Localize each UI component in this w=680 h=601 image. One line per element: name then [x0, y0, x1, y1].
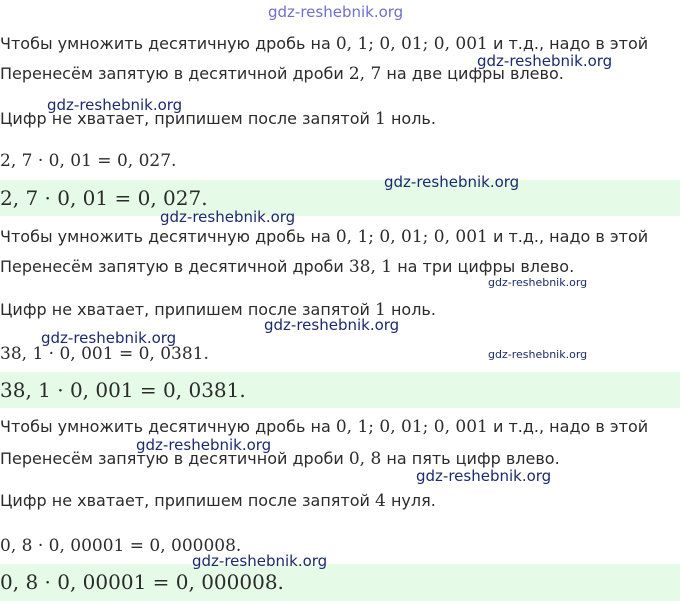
rule-numbers: 0, 1; 0, 01; 0, 001 [335, 417, 488, 437]
zeros-line [0, 490, 436, 512]
rule-text: Чтобы умножить десятичную дробь на [0, 227, 331, 246]
shift-number: 0, 8 [348, 449, 382, 469]
shift-number: 2, 7 [348, 64, 382, 84]
rule-line [0, 416, 648, 438]
equation: 38, 1 · 0, 001 = 0, 0381. [0, 344, 209, 364]
watermark: gdz-reshebnik.org [192, 552, 328, 570]
watermark: gdz-reshebnik.org [136, 436, 272, 454]
rule-text: Чтобы умножить десятичную дробь на [0, 417, 331, 436]
shift-line [0, 256, 574, 278]
watermark: gdz-reshebnik.org [41, 329, 177, 347]
answer-equation: 0, 8 · 0, 00001 = 0, 000008. [0, 570, 284, 594]
zeros-suffix: ноль. [390, 109, 436, 128]
watermark: gdz-reshebnik.org [160, 208, 296, 226]
watermark: gdz-reshebnik.org [488, 348, 588, 361]
equation: 2, 7 · 0, 01 = 0, 027. [0, 151, 177, 171]
shift-text: Перенесём запятую в десятичной дроби [0, 449, 344, 468]
rule-suffix: и т.д., надо в этой [492, 34, 649, 53]
zeros-number: 4 [375, 491, 386, 511]
rule-numbers: 0, 1; 0, 01; 0, 001 [335, 34, 488, 54]
zeros-text: Цифр не хватает, припишем после запятой [0, 491, 370, 510]
watermark: gdz-reshebnik.org [416, 467, 552, 485]
shift-number: 38, 1 [348, 257, 393, 277]
shift-text: Перенесём запятую в десятичной дроби [0, 257, 344, 276]
watermark: gdz-reshebnik.org [268, 3, 404, 21]
answer-band [0, 180, 680, 216]
answer-equation: 38, 1 · 0, 001 = 0, 0381. [0, 378, 246, 402]
zeros-suffix: ноль. [390, 300, 436, 319]
rule-numbers: 0, 1; 0, 01; 0, 001 [335, 227, 488, 247]
watermark: gdz-reshebnik.org [47, 96, 183, 114]
shift-text: Перенесём запятую в десятичной дроби [0, 64, 344, 83]
watermark: gdz-reshebnik.org [477, 52, 613, 70]
watermark: gdz-reshebnik.org [384, 173, 520, 191]
shift-suffix: на пять цифр влево. [386, 449, 560, 468]
shift-suffix: на три цифры влево. [397, 257, 575, 276]
zeros-text: Цифр не хватает, припишем после запятой [0, 109, 370, 128]
zeros-suffix: нуля. [390, 491, 436, 510]
watermark: gdz-reshebnik.org [264, 316, 400, 334]
shift-suffix: на две цифры влево. [386, 64, 564, 83]
rule-suffix: и т.д., надо в этой [492, 417, 649, 436]
answer-band [0, 564, 680, 601]
rule-line [0, 226, 648, 248]
answer-equation: 2, 7 · 0, 01 = 0, 027. [0, 186, 208, 210]
zeros-text: Цифр не хватает, припишем после запятой [0, 300, 370, 319]
equation: 0, 8 · 0, 00001 = 0, 000008. [0, 536, 242, 556]
answer-band [0, 372, 680, 408]
rule-text: Чтобы умножить десятичную дробь на [0, 34, 331, 53]
zeros-number: 1 [375, 109, 386, 129]
watermark: gdz-reshebnik.org [488, 276, 588, 289]
zeros-number: 1 [375, 300, 386, 320]
rule-suffix: и т.д., надо в этой [492, 227, 649, 246]
